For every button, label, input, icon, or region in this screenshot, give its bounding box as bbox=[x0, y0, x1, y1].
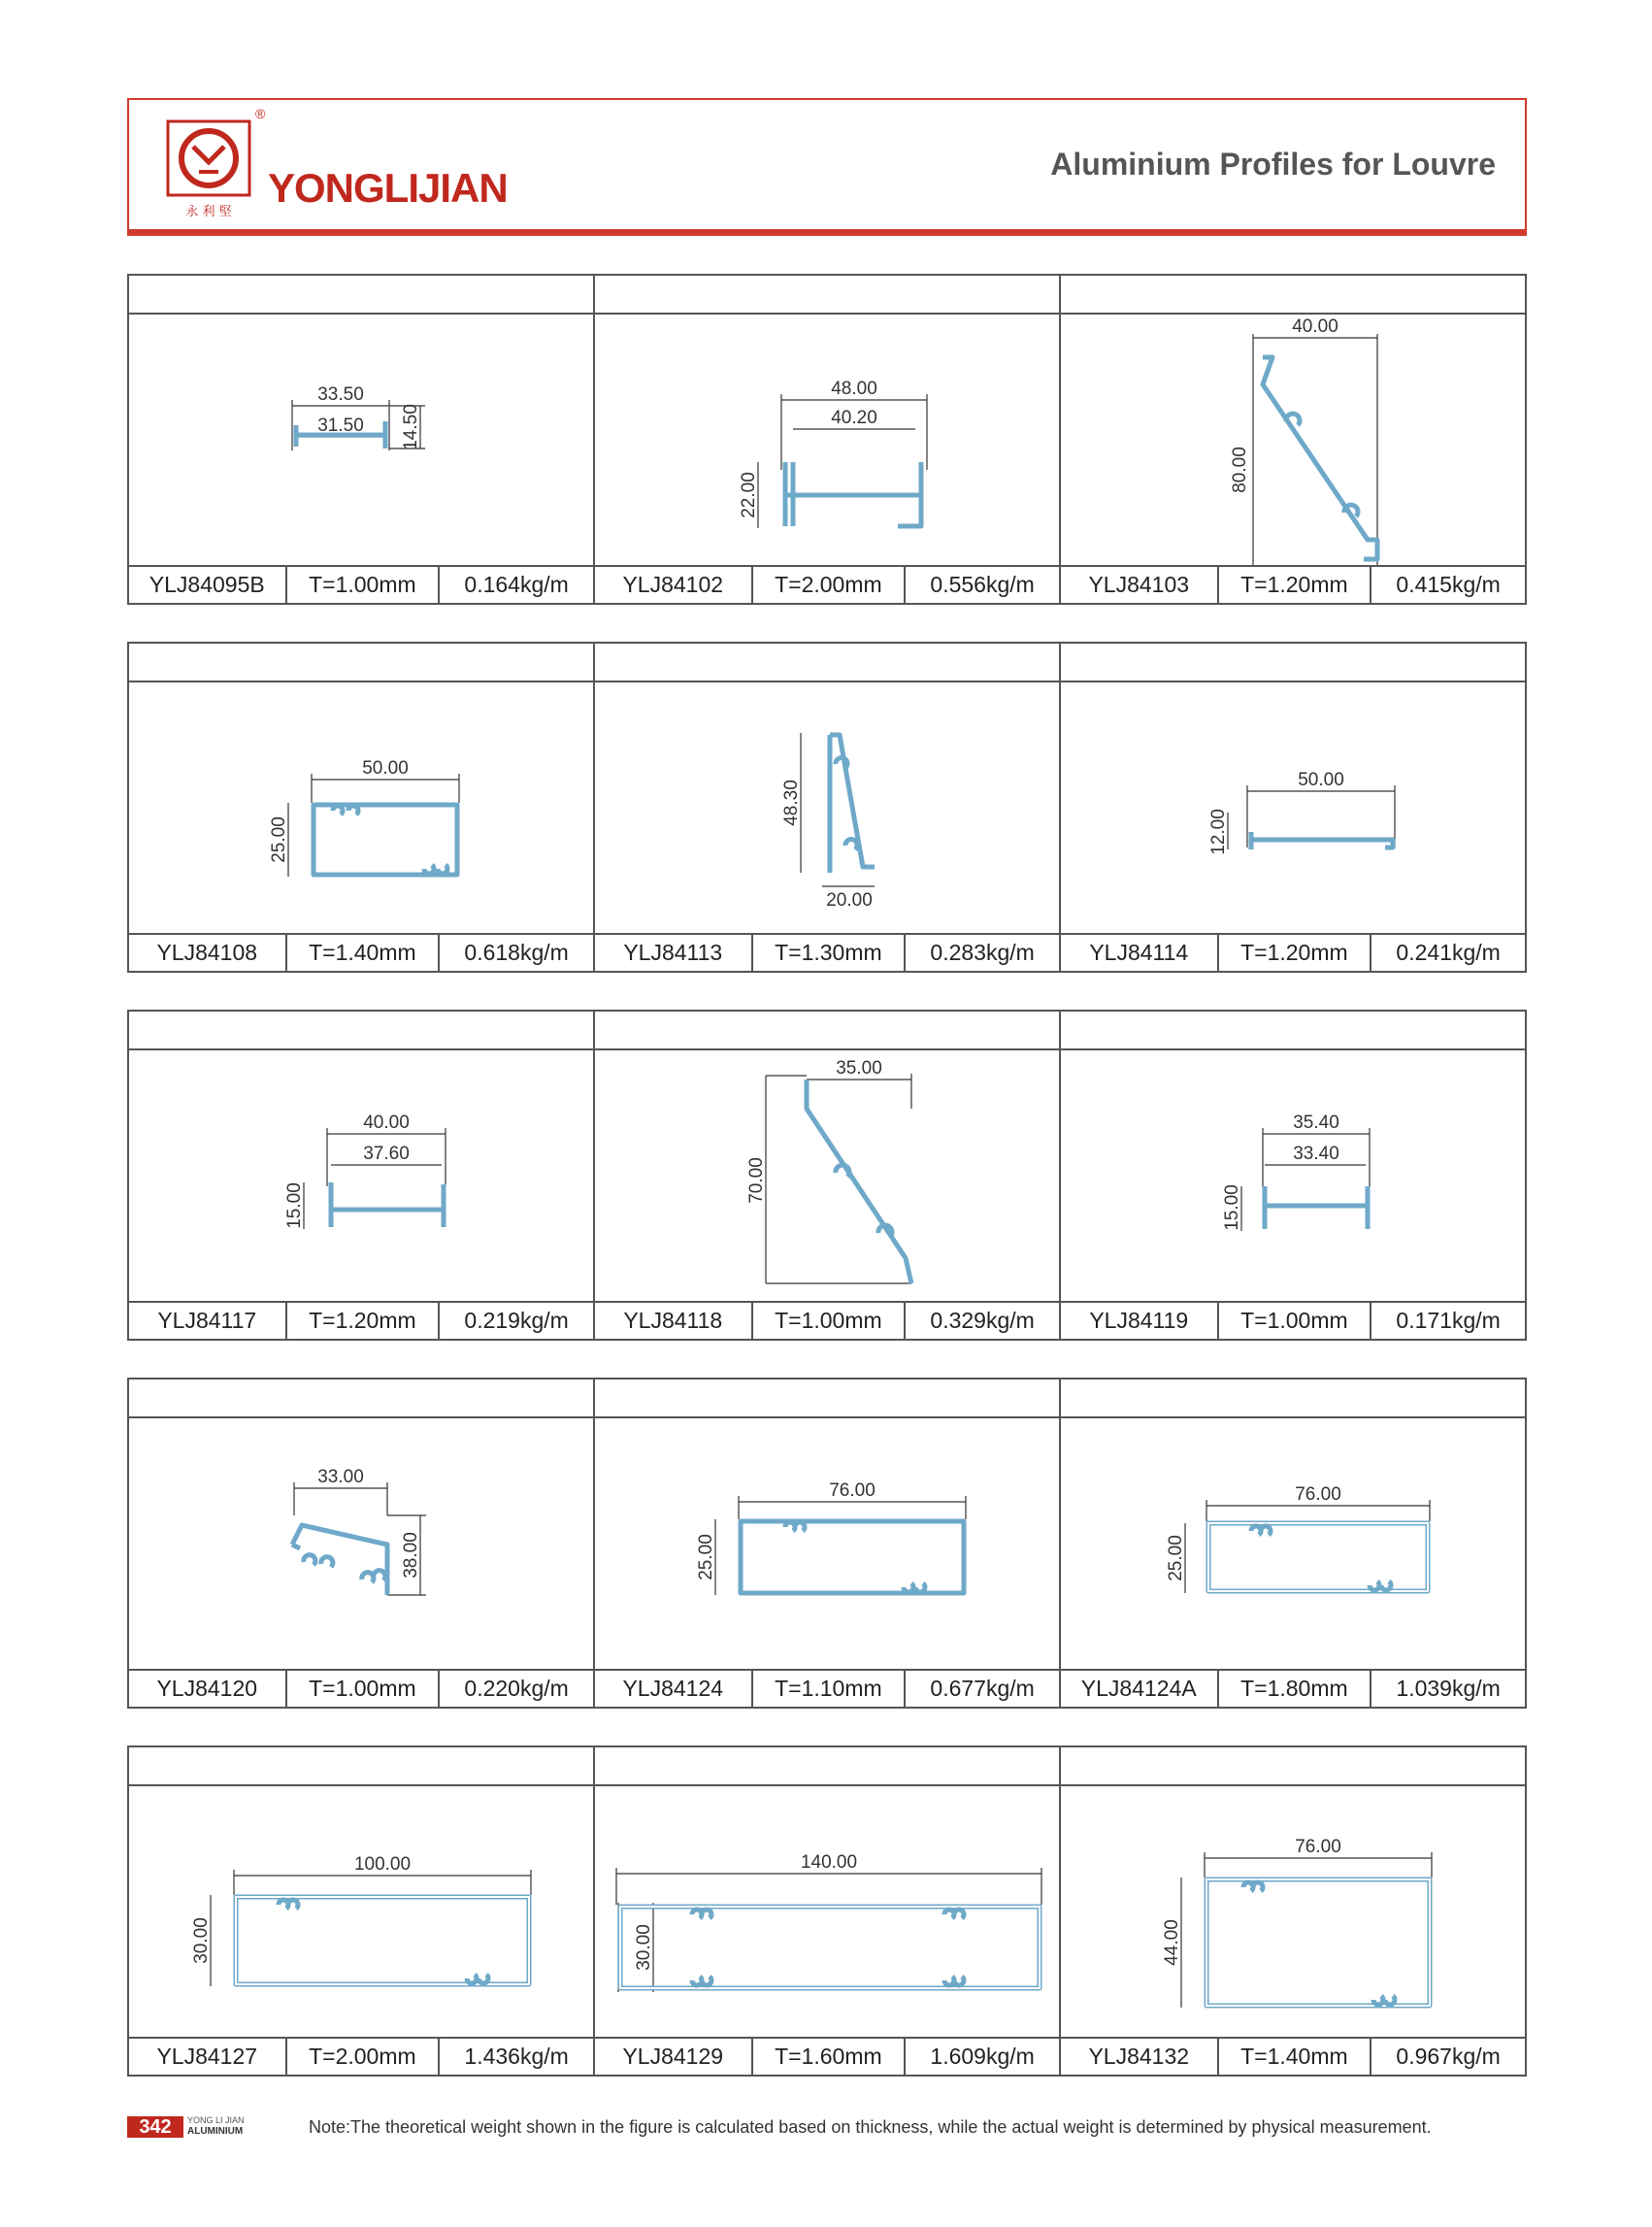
profile-drawing bbox=[1061, 1786, 1525, 2039]
profile-code: YLJ84132 bbox=[1061, 2039, 1219, 2075]
profile-specs bbox=[595, 1301, 1059, 1339]
card-topbar bbox=[595, 276, 1059, 315]
profile-weight: 0.241kg/m bbox=[1396, 940, 1501, 965]
profile-specs bbox=[595, 565, 1059, 603]
profile-card bbox=[1061, 276, 1525, 603]
card-topbar bbox=[1061, 1747, 1525, 1786]
profile-row bbox=[127, 274, 1527, 605]
profile-card bbox=[595, 1379, 1061, 1707]
profile-specs bbox=[595, 933, 1059, 971]
profile-row bbox=[127, 1745, 1527, 2077]
profile-drawing bbox=[595, 682, 1059, 935]
profile-drawing bbox=[129, 1050, 593, 1303]
profile-thickness: T=1.20mm bbox=[1219, 567, 1372, 603]
dim-width: 48.00 bbox=[831, 379, 877, 399]
footer-brand-small: YONG LI JIAN bbox=[187, 2115, 245, 2125]
card-topbar bbox=[129, 1379, 593, 1418]
profile-code: YLJ84120 bbox=[129, 1671, 287, 1707]
profile-drawing bbox=[595, 1786, 1059, 2039]
dim-height: 25.00 bbox=[696, 1534, 716, 1580]
dim-width: 76.00 bbox=[829, 1480, 876, 1501]
dim-height: 15.00 bbox=[1222, 1184, 1242, 1231]
brand-name: YONGLIJIAN bbox=[268, 165, 508, 211]
profile-specs bbox=[129, 1669, 593, 1707]
dim-height: 30.00 bbox=[634, 1924, 654, 1971]
profile-card bbox=[129, 644, 595, 971]
dim-height: 44.00 bbox=[1162, 1919, 1182, 1966]
profile-weight: 0.283kg/m bbox=[930, 940, 1035, 965]
profile-card bbox=[1061, 644, 1525, 971]
dim-height: 22.00 bbox=[739, 472, 759, 518]
profile-weight: 0.219kg/m bbox=[464, 1308, 569, 1333]
profile-drawing bbox=[1061, 1418, 1525, 1671]
profile-specs bbox=[129, 565, 593, 603]
profile-drawing bbox=[595, 1050, 1059, 1303]
profile-drawing bbox=[129, 315, 593, 567]
dim-height: 70.00 bbox=[746, 1157, 767, 1204]
profile-code: YLJ84102 bbox=[595, 567, 753, 603]
profile-specs bbox=[595, 2037, 1059, 2075]
page-header bbox=[127, 98, 1527, 236]
profile-thickness: T=1.60mm bbox=[753, 2039, 907, 2075]
page-title: Aluminium Profiles for Louvre bbox=[1050, 147, 1496, 182]
profile-drawing bbox=[129, 682, 593, 935]
profile-card bbox=[1061, 1747, 1525, 2075]
profile-weight: 0.415kg/m bbox=[1396, 572, 1501, 597]
dim-width: 40.00 bbox=[1292, 316, 1338, 337]
profile-thickness: T=1.00mm bbox=[287, 1671, 441, 1707]
profile-specs bbox=[129, 2037, 593, 2075]
profile-drawing bbox=[129, 1786, 593, 2039]
profile-weight: 0.677kg/m bbox=[930, 1676, 1035, 1701]
dim-width: 50.00 bbox=[1298, 770, 1344, 790]
profile-weight: 0.967kg/m bbox=[1396, 2044, 1501, 2069]
profile-thickness: T=1.40mm bbox=[1219, 2039, 1372, 2075]
dim-height: 38.00 bbox=[401, 1532, 421, 1579]
profile-drawing bbox=[1061, 1050, 1525, 1303]
profile-weight: 1.609kg/m bbox=[930, 2044, 1035, 2069]
profile-code: YLJ84124 bbox=[595, 1671, 753, 1707]
dim-height: 30.00 bbox=[191, 1917, 212, 1964]
profile-thickness: T=1.80mm bbox=[1219, 1671, 1372, 1707]
dim-height: 25.00 bbox=[269, 816, 289, 863]
profile-code: YLJ84124A bbox=[1061, 1671, 1219, 1707]
dim-width: 40.00 bbox=[363, 1113, 410, 1133]
profile-specs bbox=[129, 1301, 593, 1339]
profile-drawing bbox=[1061, 682, 1525, 935]
profiles-grid bbox=[127, 274, 1527, 2113]
footer-brand bbox=[187, 2115, 245, 2137]
card-topbar bbox=[129, 276, 593, 315]
profile-code: YLJ84119 bbox=[1061, 1303, 1219, 1339]
card-topbar bbox=[1061, 1012, 1525, 1050]
profile-thickness: T=1.20mm bbox=[287, 1303, 441, 1339]
dim-height: 80.00 bbox=[1230, 447, 1250, 493]
profile-thickness: T=1.00mm bbox=[287, 567, 441, 603]
dim-height: 12.00 bbox=[1208, 809, 1229, 855]
profile-code: YLJ84118 bbox=[595, 1303, 753, 1339]
profile-code: YLJ84114 bbox=[1061, 935, 1219, 971]
profile-specs bbox=[1061, 1669, 1525, 1707]
profile-card bbox=[129, 276, 595, 603]
profile-row bbox=[127, 642, 1527, 973]
profile-specs bbox=[129, 933, 593, 971]
profile-drawing bbox=[595, 315, 1059, 567]
profile-code: YLJ84108 bbox=[129, 935, 287, 971]
dim-width: 50.00 bbox=[362, 758, 409, 779]
logo-chars: 永 利 堅 bbox=[185, 205, 232, 219]
yonglijian-logo bbox=[164, 117, 253, 220]
card-topbar bbox=[595, 1379, 1059, 1418]
profile-card bbox=[129, 1012, 595, 1339]
profile-weight: 1.436kg/m bbox=[464, 2044, 569, 2069]
profile-weight: 0.171kg/m bbox=[1396, 1308, 1501, 1333]
profile-weight: 0.329kg/m bbox=[930, 1308, 1035, 1333]
profile-card bbox=[1061, 1012, 1525, 1339]
profile-weight: 0.618kg/m bbox=[464, 940, 569, 965]
profile-code: YLJ84103 bbox=[1061, 567, 1219, 603]
profile-thickness: T=1.30mm bbox=[753, 935, 907, 971]
profile-card bbox=[129, 1379, 595, 1707]
profile-card bbox=[129, 1747, 595, 2075]
card-topbar bbox=[1061, 1379, 1525, 1418]
profile-card bbox=[1061, 1379, 1525, 1707]
profile-card bbox=[595, 1012, 1061, 1339]
card-topbar bbox=[595, 644, 1059, 682]
profile-specs bbox=[1061, 1301, 1525, 1339]
dim-width: 33.50 bbox=[317, 384, 364, 405]
dim-width: 20.00 bbox=[826, 890, 873, 911]
registered-mark: ® bbox=[255, 106, 266, 121]
card-topbar bbox=[595, 1012, 1059, 1050]
profile-drawing bbox=[1061, 315, 1525, 567]
footer-brand-sub: ALUMINIUM bbox=[187, 2126, 244, 2137]
profile-thickness: T=1.10mm bbox=[753, 1671, 907, 1707]
profile-thickness: T=1.40mm bbox=[287, 935, 441, 971]
dim-width: 76.00 bbox=[1295, 1484, 1341, 1505]
profile-code: YLJ84095B bbox=[129, 567, 287, 603]
profile-code: YLJ84117 bbox=[129, 1303, 287, 1339]
card-topbar bbox=[129, 1747, 593, 1786]
card-topbar bbox=[1061, 644, 1525, 682]
profile-thickness: T=1.20mm bbox=[1219, 935, 1372, 971]
profile-card bbox=[595, 644, 1061, 971]
profile-weight: 0.220kg/m bbox=[464, 1676, 569, 1701]
dim-height: 14.50 bbox=[401, 404, 421, 450]
profile-specs bbox=[595, 1669, 1059, 1707]
profile-specs bbox=[1061, 2037, 1525, 2075]
card-topbar bbox=[1061, 276, 1525, 315]
profile-weight: 1.039kg/m bbox=[1396, 1676, 1501, 1701]
profile-card bbox=[595, 276, 1061, 603]
profile-weight: 0.164kg/m bbox=[464, 572, 569, 597]
profile-code: YLJ84127 bbox=[129, 2039, 287, 2075]
dim-width: 35.00 bbox=[836, 1058, 882, 1079]
profile-drawing bbox=[595, 1418, 1059, 1671]
profile-thickness: T=1.00mm bbox=[1219, 1303, 1372, 1339]
profile-weight: 0.556kg/m bbox=[930, 572, 1035, 597]
dim-inner: 40.20 bbox=[831, 408, 877, 428]
dim-height: 25.00 bbox=[1166, 1535, 1186, 1581]
dim-height: 15.00 bbox=[284, 1182, 305, 1229]
profile-specs bbox=[1061, 565, 1525, 603]
dim-height: 48.30 bbox=[781, 780, 802, 826]
dim-width: 100.00 bbox=[353, 1854, 412, 1875]
footnote: Note:The theoretical weight shown in the figure is calculated based on thickness, while the actual weight is determined by physical measurement. bbox=[309, 2117, 1432, 2137]
card-topbar bbox=[129, 1012, 593, 1050]
dim-width: 140.00 bbox=[800, 1852, 858, 1873]
page-number: 342 bbox=[127, 2116, 183, 2138]
dim-inner: 37.60 bbox=[363, 1144, 410, 1164]
dim-width: 35.40 bbox=[1293, 1113, 1339, 1133]
profile-specs bbox=[1061, 933, 1525, 971]
profile-thickness: T=2.00mm bbox=[753, 567, 907, 603]
dim-width: 76.00 bbox=[1295, 1837, 1341, 1857]
dim-width: 33.00 bbox=[317, 1467, 364, 1487]
profile-thickness: T=1.00mm bbox=[753, 1303, 907, 1339]
card-topbar bbox=[129, 644, 593, 682]
dim-inner: 33.40 bbox=[1293, 1144, 1339, 1164]
profile-code: YLJ84129 bbox=[595, 2039, 753, 2075]
profile-thickness: T=2.00mm bbox=[287, 2039, 441, 2075]
profile-card bbox=[595, 1747, 1061, 2075]
profile-row bbox=[127, 1378, 1527, 1709]
dim-inner: 31.50 bbox=[317, 415, 364, 436]
profile-drawing bbox=[129, 1418, 593, 1671]
profile-row bbox=[127, 1010, 1527, 1341]
profile-code: YLJ84113 bbox=[595, 935, 753, 971]
card-topbar bbox=[595, 1747, 1059, 1786]
